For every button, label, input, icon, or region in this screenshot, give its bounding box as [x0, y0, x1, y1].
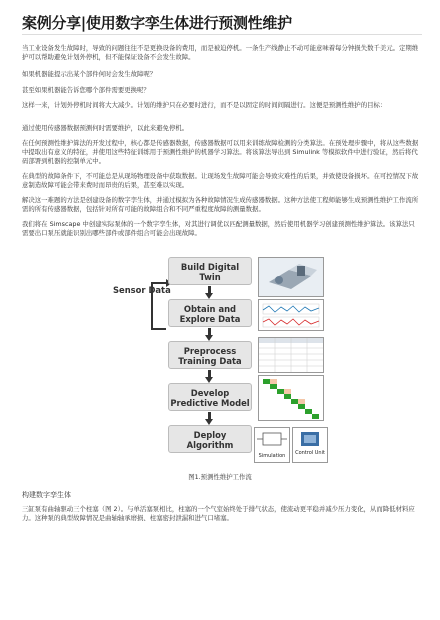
paragraph-goal-statement: 通过使用传感器数据预测何时需要维护，以此来避免停机。 — [22, 124, 189, 132]
preprocess-training-data-box: Preprocess Training Data — [168, 341, 252, 369]
simulation-label: Simulation — [258, 453, 286, 459]
paragraph-fault-conditions: 在典型的故障条件下，不可能总是从现场物理设备中获取数据。让现场发生故障可能会导致灾难性的后果，并致使设备损坏。在可控情况下故意制造故障可能会带来费时而昂贵的后果，甚至难以实现。 — [22, 172, 419, 189]
simulation-icon — [255, 428, 289, 452]
paragraph-triplex-pump: 三缸泵有曲轴驱动三个柱塞（图 2）。与单活塞泵相比，柱塞的一个气室始终处于排气状态，使流动更平稳并减少压力变化，从而降低材料应力。这种泵的典型故障情况是曲轴轴承磨损、柱塞密封泄漏和进气口堵塞。 — [22, 505, 415, 522]
paragraph-intro: 当工业设备发生故障时，导致的问题往往不是更换设备的费用，而是被迫停机。一条生产线静止不动可能意味着每分钟损失数千美元。定期维护可以帮助避免计划外停机，但不能保证设备不会发生故障。 — [22, 44, 419, 61]
control-unit-label: Control Unit — [295, 450, 325, 456]
confusion-matrix-thumbnail — [258, 375, 324, 421]
data-table-thumbnail — [258, 337, 324, 373]
paragraph-simscape: 我们将在 Simscape 中创建实际泵体的一个数字孪生体，对其进行调优以匹配测量数据，然后使用机器学习创建预测性维护算法。该算法只需要出口泵压就能识别出哪些部件或部件组合可能会出现故障。 — [22, 220, 415, 237]
simulation-thumbnail — [254, 427, 290, 463]
develop-predictive-model-box: Develop Predictive Model — [168, 383, 252, 411]
obtain-explore-data-box: Obtain and Explore Data — [168, 299, 252, 327]
paragraph-goal: 这样一来，计划外停机时间将大大减少。计划的维护只在必要时进行，而不是以固定的时间间隔进行。这便是预测性维护的目标： — [22, 101, 387, 109]
paragraph-question-2: 甚至如果机器能告诉您哪个部件需要更换呢？ — [22, 86, 150, 94]
section-heading: 构建数字孪生体 — [22, 491, 71, 499]
build-digital-twin-box: Build Digital Twin — [168, 257, 252, 285]
control-unit-icon — [293, 428, 327, 450]
paragraph-algorithm: 在任何预测性维护算法的开发过程中，核心都是传感器数据，传感器数据可以用来训练故障检测的分类算法。在预处理步骤中，将从这些数据中提取出有意义的特征，并使用这些特征训练用于预测性维护的机器学习算法。将该算法导出到 Simulink 等模拟软件中进行验证，然后将代码部署到机器的控制单元中。 — [22, 139, 419, 165]
pump-3d-icon — [259, 258, 323, 296]
figure-caption: 图1.预测性维护工作流 — [188, 473, 252, 481]
workflow-figure — [108, 255, 330, 465]
table-icon — [259, 338, 323, 372]
sensor-plot-thumbnail — [258, 299, 324, 331]
confusion-matrix-icon — [259, 376, 323, 420]
sensor-data-label: Sensor Data — [113, 285, 171, 295]
control-unit-thumbnail — [292, 427, 328, 463]
sensor-plot-icon — [259, 300, 323, 330]
paragraph-question-1: 如果机器能提示出某个部件何时会发生故障呢？ — [22, 70, 157, 78]
deploy-algorithm-box: Deploy Algorithm — [168, 425, 252, 453]
page-title: 案例分享|使用数字孪生体进行预测性维护 — [22, 14, 292, 32]
title-divider — [22, 34, 422, 35]
pump-model-thumbnail — [258, 257, 324, 297]
paragraph-digital-twin: 解决这一难题的方法是创建设备的数字孪生体，并通过模拟为各种故障情况生成传感器数据。这种方法使工程师能够生成预测性维护工作流所需的所有传感器数据，包括针对所有可能的故障组合和不同严重程度故障的测量数据。 — [22, 196, 419, 213]
